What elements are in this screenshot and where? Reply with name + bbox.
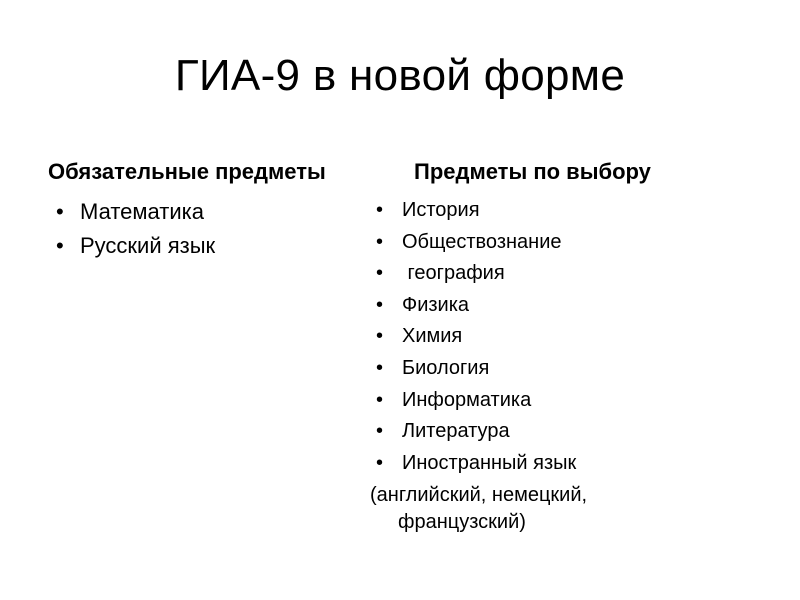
list-item <box>376 259 576 291</box>
list-item-label: Биология <box>402 356 490 379</box>
bullet-icon: • <box>376 199 384 221</box>
list-item-label: Математика <box>80 199 204 224</box>
list-item <box>56 232 215 266</box>
list-item <box>376 228 576 260</box>
bullet-icon: • <box>56 199 64 224</box>
list-item-label: Химия <box>402 325 463 348</box>
bullet-icon: • <box>376 388 384 411</box>
list-item <box>376 449 576 481</box>
bullet-icon: • <box>376 451 384 474</box>
list-item-label: Русский язык <box>80 233 216 258</box>
list-item <box>376 386 576 418</box>
mandatory-subjects-list <box>56 198 215 266</box>
mandatory-subjects-heading: Обязательные предметы <box>48 159 326 184</box>
elective-subjects-heading: Предметы по выбору <box>414 159 651 184</box>
list-item-label: география <box>402 262 505 285</box>
list-item <box>376 291 576 323</box>
foreign-languages-note: (английский, немецкий, французский) <box>370 484 588 533</box>
bullet-icon: • <box>376 420 384 443</box>
list-item-label: Литература <box>402 420 510 443</box>
list-item <box>56 198 215 232</box>
list-item-label: Информатика <box>402 388 532 411</box>
bullet-icon: • <box>376 356 384 379</box>
list-item-label: Физика <box>402 293 470 316</box>
slide-title: ГИА-9 в новой форме <box>174 51 626 100</box>
elective-subjects-list <box>376 196 576 480</box>
bullet-icon: • <box>376 262 384 285</box>
list-item <box>376 354 576 386</box>
list-item-label: Иностранный язык <box>402 451 577 474</box>
bullet-icon: • <box>376 230 384 253</box>
bullet-icon: • <box>56 233 64 258</box>
list-item <box>376 322 576 354</box>
bullet-icon: • <box>376 293 384 316</box>
list-item <box>376 417 576 449</box>
list-item <box>376 196 576 228</box>
list-item-label: Обществознание <box>402 230 562 253</box>
list-item-label: История <box>402 199 480 221</box>
bullet-icon: • <box>376 325 384 348</box>
